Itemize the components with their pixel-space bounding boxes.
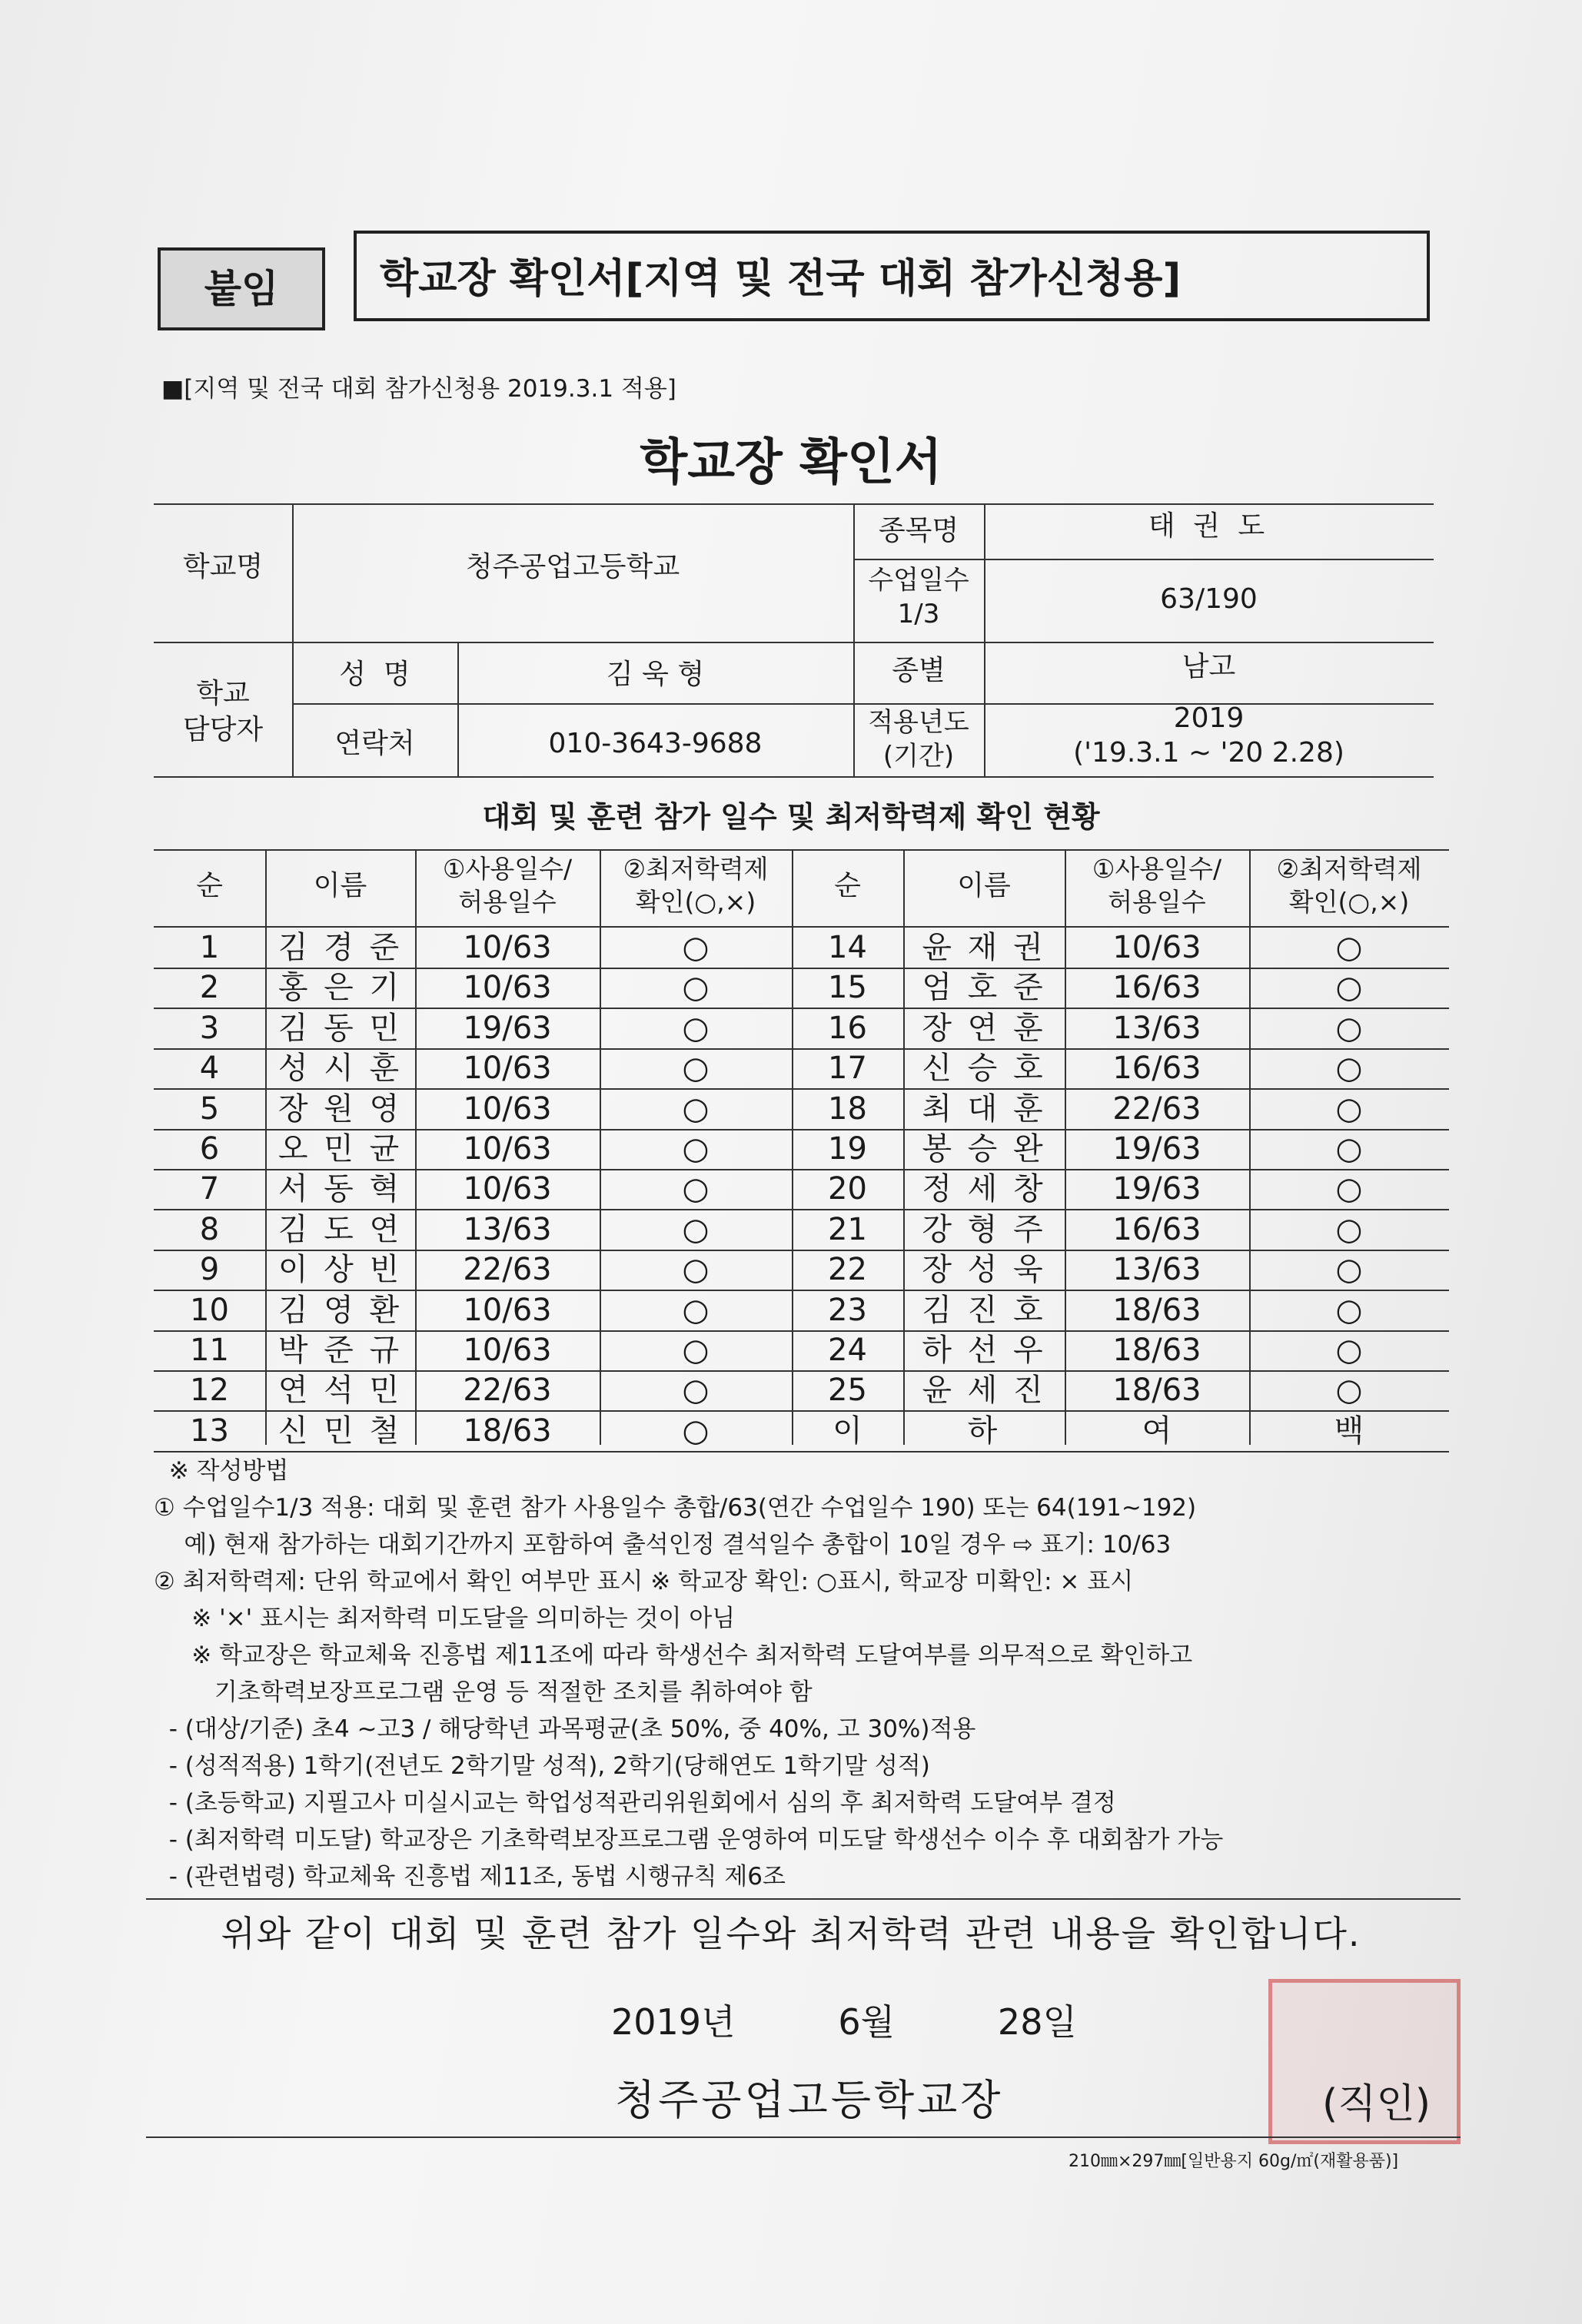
category-value: 남고 — [1182, 651, 1236, 682]
cell-days: 10/63 — [1112, 930, 1201, 965]
table-title: 대회 및 훈련 참가 일수 및 최저학력제 확인 현황 — [482, 800, 1100, 834]
cell-check: ○ — [682, 1051, 710, 1087]
cell-name: 엄 호 준 — [922, 970, 1046, 1006]
school-name-label: 학교명 — [182, 551, 264, 583]
year-label: 적용년도 (기간) — [868, 707, 969, 772]
cell-days: 19/63 — [1112, 1171, 1201, 1207]
table-row — [154, 1290, 1449, 1332]
cell-no: 12 — [190, 1373, 229, 1409]
school-name: 청주공업고등학교 — [465, 551, 680, 583]
contact-label: 연락처 — [334, 728, 415, 759]
cell-days: 10/63 — [463, 1131, 552, 1167]
cell-check: ○ — [1335, 1292, 1363, 1328]
cell-no: 23 — [828, 1292, 867, 1328]
manager-name-label: 성 명 — [339, 659, 410, 690]
cell-name: 윤 재 권 — [922, 930, 1046, 965]
cell-check: ○ — [1335, 1211, 1363, 1247]
cell-days: 10/63 — [463, 1292, 552, 1328]
table-row — [154, 1330, 1449, 1372]
header-check: ②최저학력제 확인(○,×) — [623, 854, 769, 917]
cell-name: 박 준 규 — [278, 1333, 403, 1368]
class-days-label: 수업일수 1/3 — [868, 565, 969, 630]
cell-name: 연 석 민 — [278, 1373, 403, 1409]
cell-days: 18/63 — [463, 1413, 552, 1449]
cell-days: 16/63 — [1112, 1211, 1201, 1247]
note-line: ※ 학교장은 학교체육 진흥법 제11조에 따라 학생선수 최저학력 도달여부를 의무적으로 확인하고 — [154, 1642, 1193, 1669]
cell-name: 이 상 빈 — [278, 1252, 403, 1288]
cell-check: ○ — [682, 1010, 710, 1046]
cell-name: 하 선 우 — [922, 1333, 1046, 1368]
form-note: ■[지역 및 전국 대회 참가신청용 2019.3.1 적용] — [161, 375, 676, 403]
manager-name: 김 욱 형 — [606, 659, 705, 690]
table-row — [154, 968, 1449, 1009]
attachment-badge: 붙임 — [158, 247, 325, 330]
cell-no: 8 — [199, 1211, 220, 1247]
cell-check: ○ — [682, 1333, 710, 1368]
table-row — [154, 1210, 1449, 1251]
table-row — [154, 1129, 1449, 1170]
header-name: 이름 — [313, 870, 367, 901]
cell-name: 장 원 영 — [278, 1091, 403, 1127]
header-check-right: ②최저학력제 확인(○,×) — [1276, 854, 1422, 917]
class-days-value: 63/190 — [1160, 583, 1258, 615]
cell-days: 19/63 — [1112, 1131, 1201, 1167]
note-line: - (성적적용) 1학기(전년도 2학기말 성적), 2학기(당해연도 1학기말 성적) — [154, 1752, 930, 1780]
cell-name: 성 시 훈 — [278, 1051, 403, 1087]
cell-days: 22/63 — [463, 1252, 552, 1288]
cell-name: 김 동 민 — [278, 1010, 403, 1046]
cell-name: 장 연 훈 — [922, 1010, 1046, 1046]
header-title: 학교장 확인서[지역 및 전국 대회 참가신청용] — [354, 231, 1430, 321]
cell-check: ○ — [682, 1292, 710, 1328]
cell-no: 19 — [828, 1131, 867, 1167]
note-line: ※ '×' 표시는 최저학력 미도달을 의미하는 것이 아님 — [154, 1605, 736, 1632]
cell-no: 17 — [828, 1051, 867, 1087]
header-days-right: ①사용일수/ 허용일수 — [1092, 854, 1222, 917]
cell-no: 25 — [828, 1373, 867, 1409]
cell-check: ○ — [1335, 930, 1363, 965]
note-line: - (최저학력 미도달) 학교장은 기초학력보장프로그램 운영하여 미도달 학생선수 이수 후 대회참가 가능 — [154, 1826, 1224, 1854]
document-title: 학교장 확인서 — [640, 434, 942, 491]
cell-check: ○ — [682, 1211, 710, 1247]
cell-no: 2 — [199, 970, 220, 1006]
cell-check: ○ — [1335, 1373, 1363, 1409]
cell-check: ○ — [682, 1131, 710, 1167]
sport-value: 태 권 도 — [1148, 510, 1270, 542]
cell-no: 3 — [199, 1010, 220, 1046]
note-line: ※ 작성방법 — [154, 1457, 289, 1485]
contact-value: 010-3643-9688 — [548, 728, 763, 759]
cell-days: 18/63 — [1112, 1373, 1201, 1409]
cell-days: 10/63 — [463, 1091, 552, 1127]
cell-name: 서 동 혁 — [278, 1171, 403, 1207]
cell-no: 7 — [199, 1171, 220, 1207]
cell-days: 16/63 — [1112, 1051, 1201, 1087]
cell-name: 윤 세 진 — [922, 1373, 1046, 1409]
cell-check: ○ — [682, 970, 710, 1006]
cell-check: ○ — [682, 1373, 710, 1409]
cell-name: 김 경 준 — [278, 930, 403, 965]
cell-days: 10/63 — [463, 930, 552, 965]
cell-no: 4 — [199, 1051, 220, 1087]
header-no: 순 — [196, 870, 223, 901]
cell-name: 하 — [967, 1413, 1001, 1449]
cell-no: 16 — [828, 1010, 867, 1046]
category-label: 종별 — [892, 655, 946, 686]
cell-no: 20 — [828, 1171, 867, 1207]
issue-date: 2019년 6월 28일 — [611, 2001, 1077, 2043]
cell-days: 19/63 — [463, 1010, 552, 1046]
cell-check: ○ — [682, 1171, 710, 1207]
cell-days: 10/63 — [463, 970, 552, 1006]
cell-check: ○ — [1335, 1171, 1363, 1207]
period-value: ('19.3.1 ~ '20 2.28) — [1073, 737, 1344, 769]
note-line: - (초등학교) 지필고사 미실시교는 학업성적관리위원회에서 심의 후 최저학력 도달여부 결정 — [154, 1789, 1116, 1817]
cell-check: ○ — [682, 1252, 710, 1288]
note-line: - (관련법령) 학교체육 진흥법 제11조, 동법 시행규칙 제6조 — [154, 1863, 786, 1891]
cell-no: 9 — [199, 1252, 220, 1288]
cell-check: ○ — [1335, 1091, 1363, 1127]
cell-name: 신 승 호 — [922, 1051, 1046, 1087]
cell-check: ○ — [682, 1413, 710, 1449]
cell-days: 10/63 — [463, 1051, 552, 1087]
cell-no: 13 — [190, 1413, 229, 1449]
header-days: ①사용일수/ 허용일수 — [442, 854, 573, 917]
cell-no: 5 — [199, 1091, 220, 1127]
cell-days: 10/63 — [463, 1333, 552, 1368]
cell-name: 장 성 욱 — [922, 1252, 1046, 1288]
cell-days: 18/63 — [1112, 1333, 1201, 1368]
cell-no: 18 — [828, 1091, 867, 1127]
table-row — [154, 1048, 1449, 1090]
year-value: 2019 — [1173, 702, 1245, 734]
cell-check: ○ — [1335, 1010, 1363, 1046]
writing-notes — [154, 1452, 1223, 1895]
cell-name: 신 민 철 — [278, 1413, 403, 1449]
cell-no: 이 — [833, 1413, 862, 1449]
cell-days: 13/63 — [463, 1211, 552, 1247]
cell-name: 김 진 호 — [922, 1292, 1046, 1328]
cell-name: 오 민 균 — [278, 1131, 403, 1167]
cell-no: 1 — [199, 930, 220, 965]
cell-no: 24 — [828, 1333, 867, 1368]
table-row — [154, 1250, 1449, 1291]
cell-name: 강 형 주 — [922, 1211, 1046, 1247]
cell-check: ○ — [1335, 1131, 1363, 1167]
header-no-right: 순 — [834, 870, 861, 901]
cell-check: ○ — [682, 930, 710, 965]
table-row — [154, 1008, 1449, 1050]
cell-no: 14 — [828, 930, 867, 965]
manager-label: 학교 담당자 — [182, 678, 264, 745]
cell-name: 최 대 훈 — [922, 1091, 1046, 1127]
cell-no: 21 — [828, 1211, 867, 1247]
note-line: ① 수업일수1/3 적용: 대회 및 훈련 참가 사용일수 총합/63(연간 수업일수 190) 또는 64(191~192) — [154, 1494, 1197, 1522]
table-row — [154, 1370, 1449, 1412]
note-line: 예) 현재 참가하는 대회기간까지 포함하여 출석인정 결석일수 총합이 10일 경우 ⇨ 표기: 10/63 — [154, 1531, 1172, 1559]
principal-name: 청주공업고등학교장 — [615, 2076, 1004, 2124]
cell-days: 여 — [1142, 1413, 1172, 1449]
cell-days: 18/63 — [1112, 1292, 1201, 1328]
paper-spec: 210㎜×297㎜[일반용지 60g/㎡(재활용품)] — [1069, 2152, 1399, 2171]
header-name-right: 이름 — [957, 870, 1011, 901]
note-line: - (대상/기준) 초4 ~고3 / 해당학년 과목평균(초 50%, 중 40%, 고 30%)적용 — [154, 1715, 976, 1743]
cell-no: 6 — [199, 1131, 220, 1167]
cell-no: 22 — [828, 1252, 867, 1288]
cell-name: 김 도 연 — [278, 1211, 403, 1247]
sport-label: 종목명 — [878, 515, 959, 546]
cell-check: 백 — [1334, 1413, 1364, 1449]
cell-name: 김 영 환 — [278, 1292, 403, 1328]
seal-label: (직인) — [1322, 2081, 1431, 2127]
cell-days: 22/63 — [1112, 1091, 1201, 1127]
table-row — [154, 1089, 1449, 1130]
cell-check: ○ — [1335, 1051, 1363, 1087]
cell-days: 22/63 — [463, 1373, 552, 1409]
table-row — [154, 1169, 1449, 1210]
cell-days: 13/63 — [1112, 1010, 1201, 1046]
cell-days: 16/63 — [1112, 970, 1201, 1006]
note-line: 기초학력보장프로그램 운영 등 적절한 조치를 취하여야 함 — [154, 1678, 813, 1706]
cell-days: 10/63 — [463, 1171, 552, 1207]
cell-no: 11 — [190, 1333, 229, 1368]
cell-check: ○ — [1335, 1252, 1363, 1288]
cell-name: 정 세 창 — [922, 1171, 1046, 1207]
cell-name: 홍 은 기 — [278, 970, 403, 1006]
cell-days: 13/63 — [1112, 1252, 1201, 1288]
cell-no: 15 — [828, 970, 867, 1006]
note-line: ② 최저학력제: 단위 학교에서 확인 여부만 표시 ※ 학교장 확인: ○표시, 학교장 미확인: × 표시 — [154, 1568, 1134, 1595]
cell-check: ○ — [1335, 1333, 1363, 1368]
table-row — [154, 1411, 1449, 1452]
cell-check: ○ — [1335, 970, 1363, 1006]
cell-name: 봉 승 완 — [922, 1131, 1046, 1167]
table-row — [154, 928, 1449, 969]
confirmation-statement: 위와 같이 대회 및 훈련 참가 일수와 최저학력 관련 내용을 확인합니다. — [221, 1913, 1361, 1954]
cell-no: 10 — [190, 1292, 229, 1328]
cell-check: ○ — [682, 1091, 710, 1127]
